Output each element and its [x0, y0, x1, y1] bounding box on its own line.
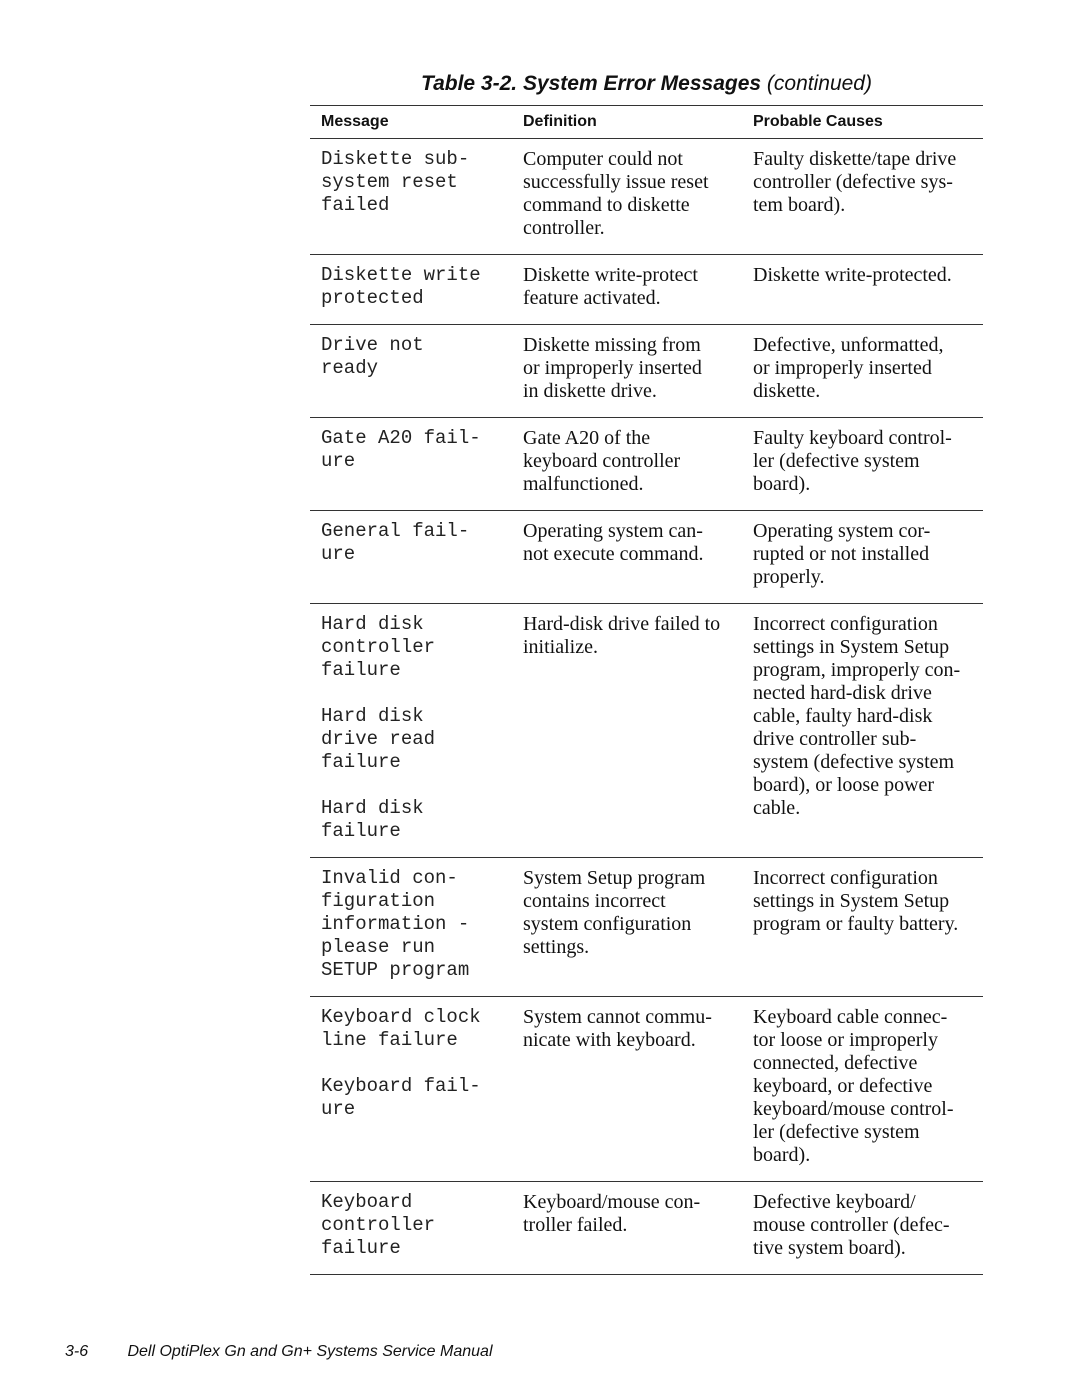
error-message-text: Hard disk	[321, 705, 424, 727]
error-message-text: Keyboard clock	[321, 1006, 481, 1028]
message-cell	[321, 334, 516, 380]
definition-text: troller failed.	[523, 1214, 628, 1236]
table-row	[310, 1182, 983, 1275]
error-message-text: Diskette sub-	[321, 148, 470, 170]
probable-causes-text: connected, defective	[753, 1052, 918, 1074]
definition-text: not execute command.	[523, 543, 704, 565]
table-caption	[310, 72, 983, 96]
probable-causes-text: nected hard-disk drive	[753, 682, 932, 704]
definition-text: settings.	[523, 936, 590, 958]
probable-causes-text: diskette.	[753, 380, 821, 402]
error-message-text: line failure	[321, 1029, 458, 1051]
probable-causes-text: rupted or not installed	[753, 543, 930, 565]
definition-cell	[523, 427, 745, 496]
probable-causes-text: keyboard/mouse control-	[753, 1098, 954, 1120]
definition-cell	[523, 1006, 745, 1052]
definition-cell	[523, 264, 745, 310]
probable-causes-cell	[753, 334, 981, 403]
message-cell	[321, 427, 516, 473]
table-row	[310, 997, 983, 1182]
definition-text: feature activated.	[523, 287, 661, 309]
table-continued-note: (continued)	[766, 72, 872, 95]
definition-cell	[523, 148, 745, 240]
error-message-text: drive read	[321, 728, 436, 750]
table-header-row	[310, 106, 983, 139]
table-row	[310, 604, 983, 858]
message-group-gap	[321, 682, 516, 705]
probable-causes-text: system (defective system	[753, 751, 955, 773]
probable-causes-text: drive controller sub-	[753, 728, 917, 750]
definition-text: system configuration	[523, 913, 692, 935]
message-cell	[321, 520, 516, 566]
message-group-gap	[321, 774, 516, 797]
header-definition: Definition	[523, 113, 597, 130]
error-message-text: protected	[321, 287, 424, 309]
definition-text: controller.	[523, 217, 605, 239]
error-message-text: SETUP program	[321, 959, 470, 981]
probable-causes-text: cable.	[753, 797, 801, 819]
table-row	[310, 511, 983, 604]
error-message-text: Drive not	[321, 334, 424, 356]
table-row	[310, 139, 983, 255]
page-number: 3-6	[65, 1343, 89, 1360]
error-message-text: system reset	[321, 171, 458, 193]
probable-causes-text: settings in System Setup	[753, 636, 950, 658]
table-title: Table 3-2. System Error Messages	[421, 72, 762, 95]
probable-causes-text: ler (defective system	[753, 450, 920, 472]
probable-causes-text: board).	[753, 1144, 811, 1166]
definition-text: Diskette missing from	[523, 334, 701, 356]
error-message-text: failure	[321, 820, 401, 842]
probable-causes-text: Faulty diskette/tape drive	[753, 148, 957, 170]
probable-causes-text: Defective keyboard/	[753, 1191, 916, 1213]
definition-text: Operating system can-	[523, 520, 703, 542]
error-message-text: information -	[321, 913, 470, 935]
error-message-text: Gate A20 fail-	[321, 427, 481, 449]
definition-text: Gate A20 of the	[523, 427, 651, 449]
error-message-text: ready	[321, 357, 379, 379]
probable-causes-text: Keyboard cable connec-	[753, 1006, 948, 1028]
error-message-text: ure	[321, 450, 356, 472]
error-message-text: ure	[321, 1098, 356, 1120]
message-cell	[321, 264, 516, 310]
definition-cell	[523, 1191, 745, 1237]
table-row	[310, 418, 983, 511]
error-message-text: controller	[321, 636, 436, 658]
probable-causes-text: mouse controller (defec-	[753, 1214, 950, 1236]
definition-text: System cannot commu-	[523, 1006, 712, 1028]
definition-text: or improperly inserted	[523, 357, 702, 379]
definition-cell	[523, 613, 745, 659]
definition-text: successfully issue reset	[523, 171, 709, 193]
error-message-text: please run	[321, 936, 436, 958]
definition-text: keyboard controller	[523, 450, 681, 472]
error-message-text: failed	[321, 194, 390, 216]
probable-causes-cell	[753, 1006, 981, 1167]
error-message-text: Hard disk	[321, 797, 424, 819]
probable-causes-text: tor loose or improperly	[753, 1029, 938, 1051]
table-row	[310, 858, 983, 997]
definition-cell	[523, 867, 745, 959]
header-probable-causes: Probable Causes	[753, 113, 883, 130]
probable-causes-text: or improperly inserted	[753, 357, 932, 379]
definition-text: nicate with keyboard.	[523, 1029, 696, 1051]
error-message-text: figuration	[321, 890, 436, 912]
error-message-text: Invalid con-	[321, 867, 458, 889]
probable-causes-text: program or faulty battery.	[753, 913, 959, 935]
table-row	[310, 325, 983, 418]
message-group-gap	[321, 1052, 516, 1075]
error-message-text: Keyboard fail-	[321, 1075, 481, 1097]
error-message-text: ure	[321, 543, 356, 565]
table-row	[310, 255, 983, 325]
probable-causes-cell	[753, 264, 981, 287]
definition-text: Computer could not	[523, 148, 683, 170]
message-cell	[321, 1191, 516, 1260]
page-footer	[65, 1343, 493, 1361]
error-message-text: Keyboard	[321, 1191, 413, 1213]
probable-causes-cell	[753, 867, 981, 936]
probable-causes-cell	[753, 427, 981, 496]
probable-causes-text: board).	[753, 473, 811, 495]
probable-causes-text: Faulty keyboard control-	[753, 427, 952, 449]
message-cell	[321, 613, 516, 843]
error-message-text: failure	[321, 751, 401, 773]
message-cell	[321, 148, 516, 217]
definition-text: Diskette write-protect	[523, 264, 698, 286]
definition-cell	[523, 334, 745, 403]
probable-causes-text: program, improperly con-	[753, 659, 961, 681]
probable-causes-text: ler (defective system	[753, 1121, 920, 1143]
definition-text: command to diskette	[523, 194, 690, 216]
error-message-text: Hard disk	[321, 613, 424, 635]
probable-causes-text: tem board).	[753, 194, 846, 216]
probable-causes-text: cable, faulty hard-disk	[753, 705, 933, 727]
definition-text: Keyboard/mouse con-	[523, 1191, 701, 1213]
error-message-text: failure	[321, 659, 401, 681]
probable-causes-cell	[753, 1191, 981, 1260]
probable-causes-text: properly.	[753, 566, 825, 588]
definition-text: System Setup program	[523, 867, 706, 889]
header-message: Message	[321, 113, 389, 130]
probable-causes-text: Operating system cor-	[753, 520, 931, 542]
definition-text: malfunctioned.	[523, 473, 644, 495]
probable-causes-text: Diskette write-protected.	[753, 264, 952, 286]
message-cell	[321, 1006, 516, 1121]
probable-causes-text: controller (defective sys-	[753, 171, 953, 193]
manual-title: Dell OptiPlex Gn and Gn+ Systems Service Manual	[127, 1343, 493, 1360]
probable-causes-text: Incorrect configuration	[753, 867, 938, 889]
probable-causes-text: tive system board).	[753, 1237, 906, 1259]
error-messages-table	[310, 105, 983, 1275]
definition-text: contains incorrect	[523, 890, 666, 912]
definition-text: in diskette drive.	[523, 380, 657, 402]
error-message-text: Diskette write	[321, 264, 481, 286]
definition-text: Hard-disk drive failed to	[523, 613, 721, 635]
error-message-text: failure	[321, 1237, 401, 1259]
probable-causes-text: board), or loose power	[753, 774, 935, 796]
definition-text: initialize.	[523, 636, 598, 658]
error-message-text: General fail-	[321, 520, 470, 542]
probable-causes-cell	[753, 613, 981, 820]
probable-causes-cell	[753, 520, 981, 589]
message-cell	[321, 867, 516, 982]
probable-causes-text: settings in System Setup	[753, 890, 950, 912]
error-message-text: controller	[321, 1214, 436, 1236]
probable-causes-text: Incorrect configuration	[753, 613, 938, 635]
probable-causes-cell	[753, 148, 981, 217]
definition-cell	[523, 520, 745, 566]
probable-causes-text: keyboard, or defective	[753, 1075, 933, 1097]
probable-causes-text: Defective, unformatted,	[753, 334, 944, 356]
